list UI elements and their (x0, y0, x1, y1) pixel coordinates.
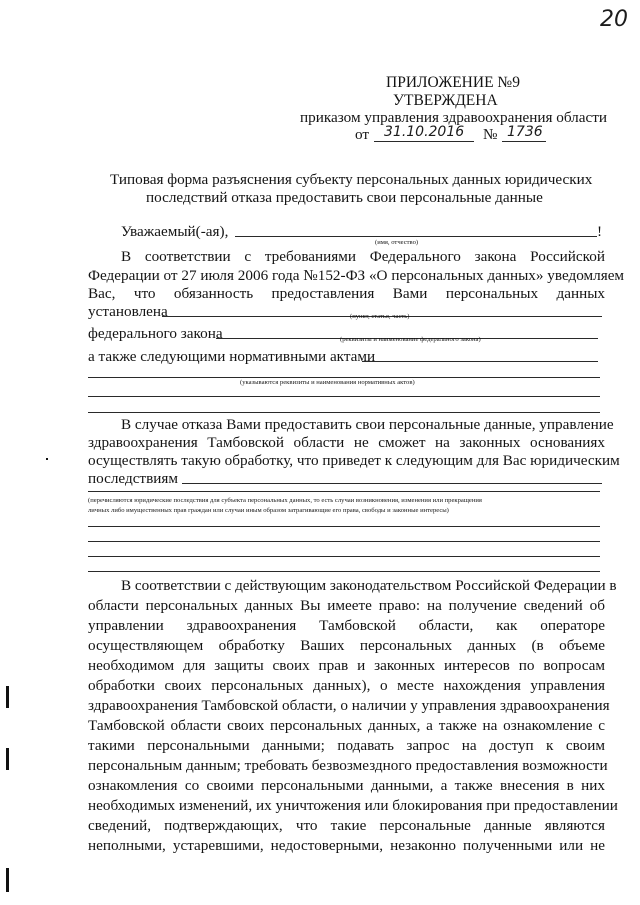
consequences-caption-line1: (перечисляются юридические последствия для субъекта персональных данных, то есть случаи возникновения, изменения или прекращения (88, 497, 482, 504)
consequences-line2[interactable] (88, 491, 600, 492)
consequences-line6[interactable] (88, 571, 600, 572)
number-value: 1736 (507, 124, 543, 140)
para2-line4: последствиям (88, 470, 178, 487)
salutation: Уважаемый(-ая), (121, 223, 229, 240)
name-field[interactable] (235, 236, 597, 237)
date-value: 31.10.2016 (384, 124, 465, 140)
para1-line2: Федерации от 27 июля 2006 года №152-ФЗ «О персональных данных» уведомляем (88, 267, 625, 284)
binder-mark (6, 748, 9, 770)
normative-acts-caption: (указываются реквизиты и наименования нормативных актов) (240, 379, 415, 386)
federal-law-caption: (реквизиты и наименование федерального закона) (340, 336, 481, 343)
para1-line1: В соответствии с требованиями Федерального закона Российской (121, 248, 605, 265)
consequences-caption-line2: личных либо имущественных прав граждан или случаи иным образом затрагивающие его права, свободы и законные интересы) (88, 507, 449, 514)
consequences-field[interactable] (182, 483, 602, 484)
consequences-line3[interactable] (88, 526, 600, 527)
para3-line: области персональных данных Вы имеете право: на получение сведений об (88, 597, 605, 614)
number-underline (502, 141, 546, 142)
binder-mark (6, 868, 9, 892)
article-caption: (пункт, статья, часть) (350, 313, 410, 320)
para3-line: такими персональными данными; подавать запрос на доступ к своим (88, 737, 605, 754)
para2-line3: осуществлять такую обработку, что приведет к следующим для Вас юридическим (88, 452, 620, 469)
normative-acts-line3[interactable] (88, 396, 600, 397)
para3-line: персональным данным; требовать безвозмездного предоставления возможности (88, 757, 608, 774)
para2-line1: В случае отказа Вами предоставить свои персональные данные, управление (121, 416, 614, 433)
date-underline (374, 141, 474, 142)
para3-line: неполными, устаревшими, недостоверными, незаконно полученными или не (88, 837, 605, 854)
consequences-line5[interactable] (88, 556, 600, 557)
para3-line: необходимом для защиты своих прав и законных интересов по вопросам (88, 657, 605, 674)
page-number: 20 (600, 7, 628, 32)
para3-line: управлении здравоохранения Тамбовской области, как операторе (88, 617, 605, 634)
form-title-line1: Типовая форма разъяснения субъекту персональных данных юридических (110, 171, 593, 188)
para3-line: здравоохранения Тамбовской области, о наличии у управления здравоохранения (88, 697, 610, 714)
para3-line: сведений, подтверждающих, что такие персональные данные являются (88, 817, 605, 834)
scan-dot (46, 458, 48, 460)
binder-mark (6, 686, 9, 708)
name-caption: (имя, отчество) (375, 239, 419, 246)
appendix-label: ПРИЛОЖЕНИЕ №9 (386, 74, 520, 91)
number-prefix: № (483, 126, 498, 143)
normative-acts-line4[interactable] (88, 412, 600, 413)
para3-line: ознакомления со своими персональными данными, а также внесения в них (88, 777, 605, 794)
para3-line: осуществляющем обработку Ваших персональных данных (в объеме (88, 637, 605, 654)
para1-line3: Вас, что обязанность предоставления Вами персональных данных (88, 285, 605, 302)
date-prefix: от (355, 126, 370, 143)
para3-line: Тамбовской области своих персональных данных, а также на ознакомление с (88, 717, 605, 734)
approved-label: УТВЕРЖДЕНА (393, 92, 498, 109)
consequences-line4[interactable] (88, 541, 600, 542)
para1-line6: а также следующими нормативными актами (88, 348, 376, 365)
para3-line: В соответствии с действующим законодательством Российской Федерации в (121, 577, 617, 594)
salutation-end: ! (597, 223, 603, 240)
para3-line: необходимых изменений, их уничтожения или блокирования при предоставлении (88, 797, 618, 814)
order-by-line: приказом управления здравоохранения области (300, 109, 608, 126)
form-title-line2: последствий отказа предоставить свои персональные данные (146, 189, 543, 206)
para2-line2: здравоохранения Тамбовской области не сможет на законных основаниях (88, 434, 605, 451)
para1-line4: установлена (88, 303, 168, 320)
para1-line5: федерального закона (88, 325, 223, 342)
normative-acts-field[interactable] (362, 361, 598, 362)
para3-line: обработки своих персональных данных), о месте нахождения управления (88, 677, 605, 694)
